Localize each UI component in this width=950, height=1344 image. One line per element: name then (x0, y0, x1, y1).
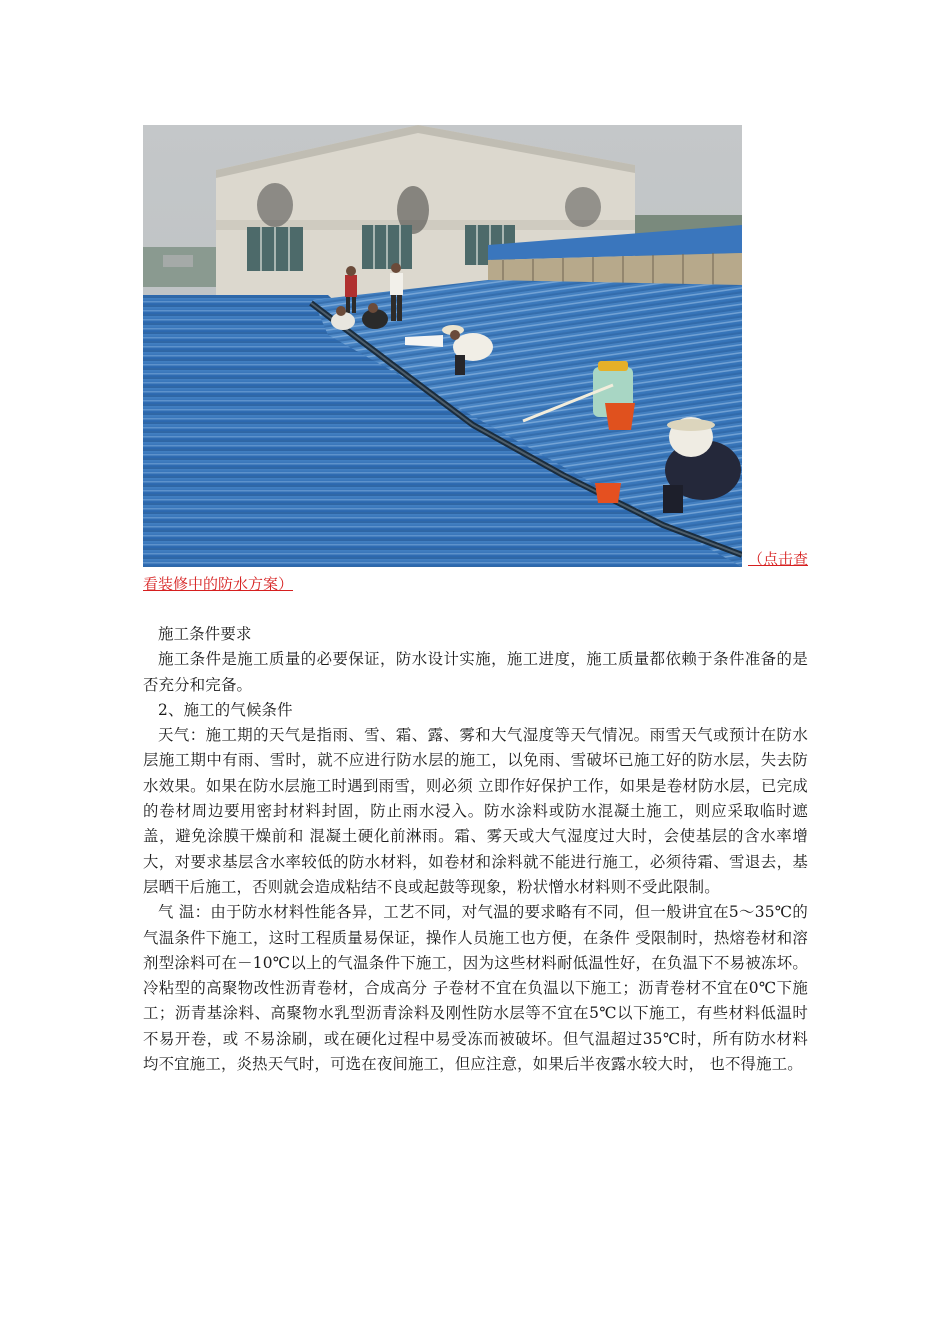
subsection-heading: 2、施工的气候条件 (158, 700, 293, 719)
temperature-paragraph: 气 温：由于防水材料性能各异，工艺不同，对气温的要求略有不同，但一般讲宜在5～35℃的气温条件下施工，这时工程质量易保证，操作人员施工也方便，在条件 受限制时，热熔卷材和溶剂型涂料可在－10℃以上的气温条件下施工，因为这些材料耐低温性好，在负温下不易被冻坏。冷粘型的高聚物改性沥青卷材，合成高分 子卷材不宜在负温以下施工；沥青卷材不宜在0℃下施工；沥青基涂料、高聚物水乳型沥青涂料及刚性防水层等不宜在5℃以下施工，有些材料低温时不易开卷，或 不易涂刷，或在硬化过程中易受冻而被破坏。但气温超过35℃时，所有防水材料均不宜施工，炎热天气时，可选在夜间施工，但应注意，如果后半夜露水较大时， 也不得施工。 (143, 903, 808, 1074)
weather-paragraph: 天气：施工期的天气是指雨、雪、霜、露、雾和大气湿度等天气情况。雨雪天气或预计在防水层施工期中有雨、雪时，就不应进行防水层的施工，以免雨、雪破坏已施工好的防水层，失去防水效果。如果在防水层施工时遇到雨雪，则必须 立即作好保护工作，如果是卷材防水层，已完成的卷材周边要用密封材料封固，防止雨水浸入。防水涂料或防水混凝土施工，则应采取临时遮盖，避免涂膜干燥前和 混凝土硬化前淋雨。霜、雾天或大气湿度过大时，会使基层的含水率增大，对要求基层含水率较低的防水材料，如卷材和涂料就不能进行施工，必须待霜、雪退去，基层晒干后施工，否则就会造成粘结不良或起鼓等现象，粉状憎水材料则不受此限制。 (143, 726, 808, 896)
waterproof-plan-link-line1[interactable]: （点击查 (747, 550, 808, 568)
intro-paragraph: 施工条件是施工质量的必要保证，防水设计实施，施工进度，施工质量都依赖于条件准备的是否充分和完备。 (143, 650, 808, 694)
waterproof-plan-link-line2[interactable]: 看装修中的防水方案） (143, 575, 294, 593)
roof-waterproofing-photo (143, 125, 742, 567)
section-heading: 施工条件要求 (158, 625, 252, 643)
roof-photo-illustration (143, 125, 742, 567)
waterproof-plan-link-block (143, 547, 808, 597)
article-body (143, 622, 808, 1077)
